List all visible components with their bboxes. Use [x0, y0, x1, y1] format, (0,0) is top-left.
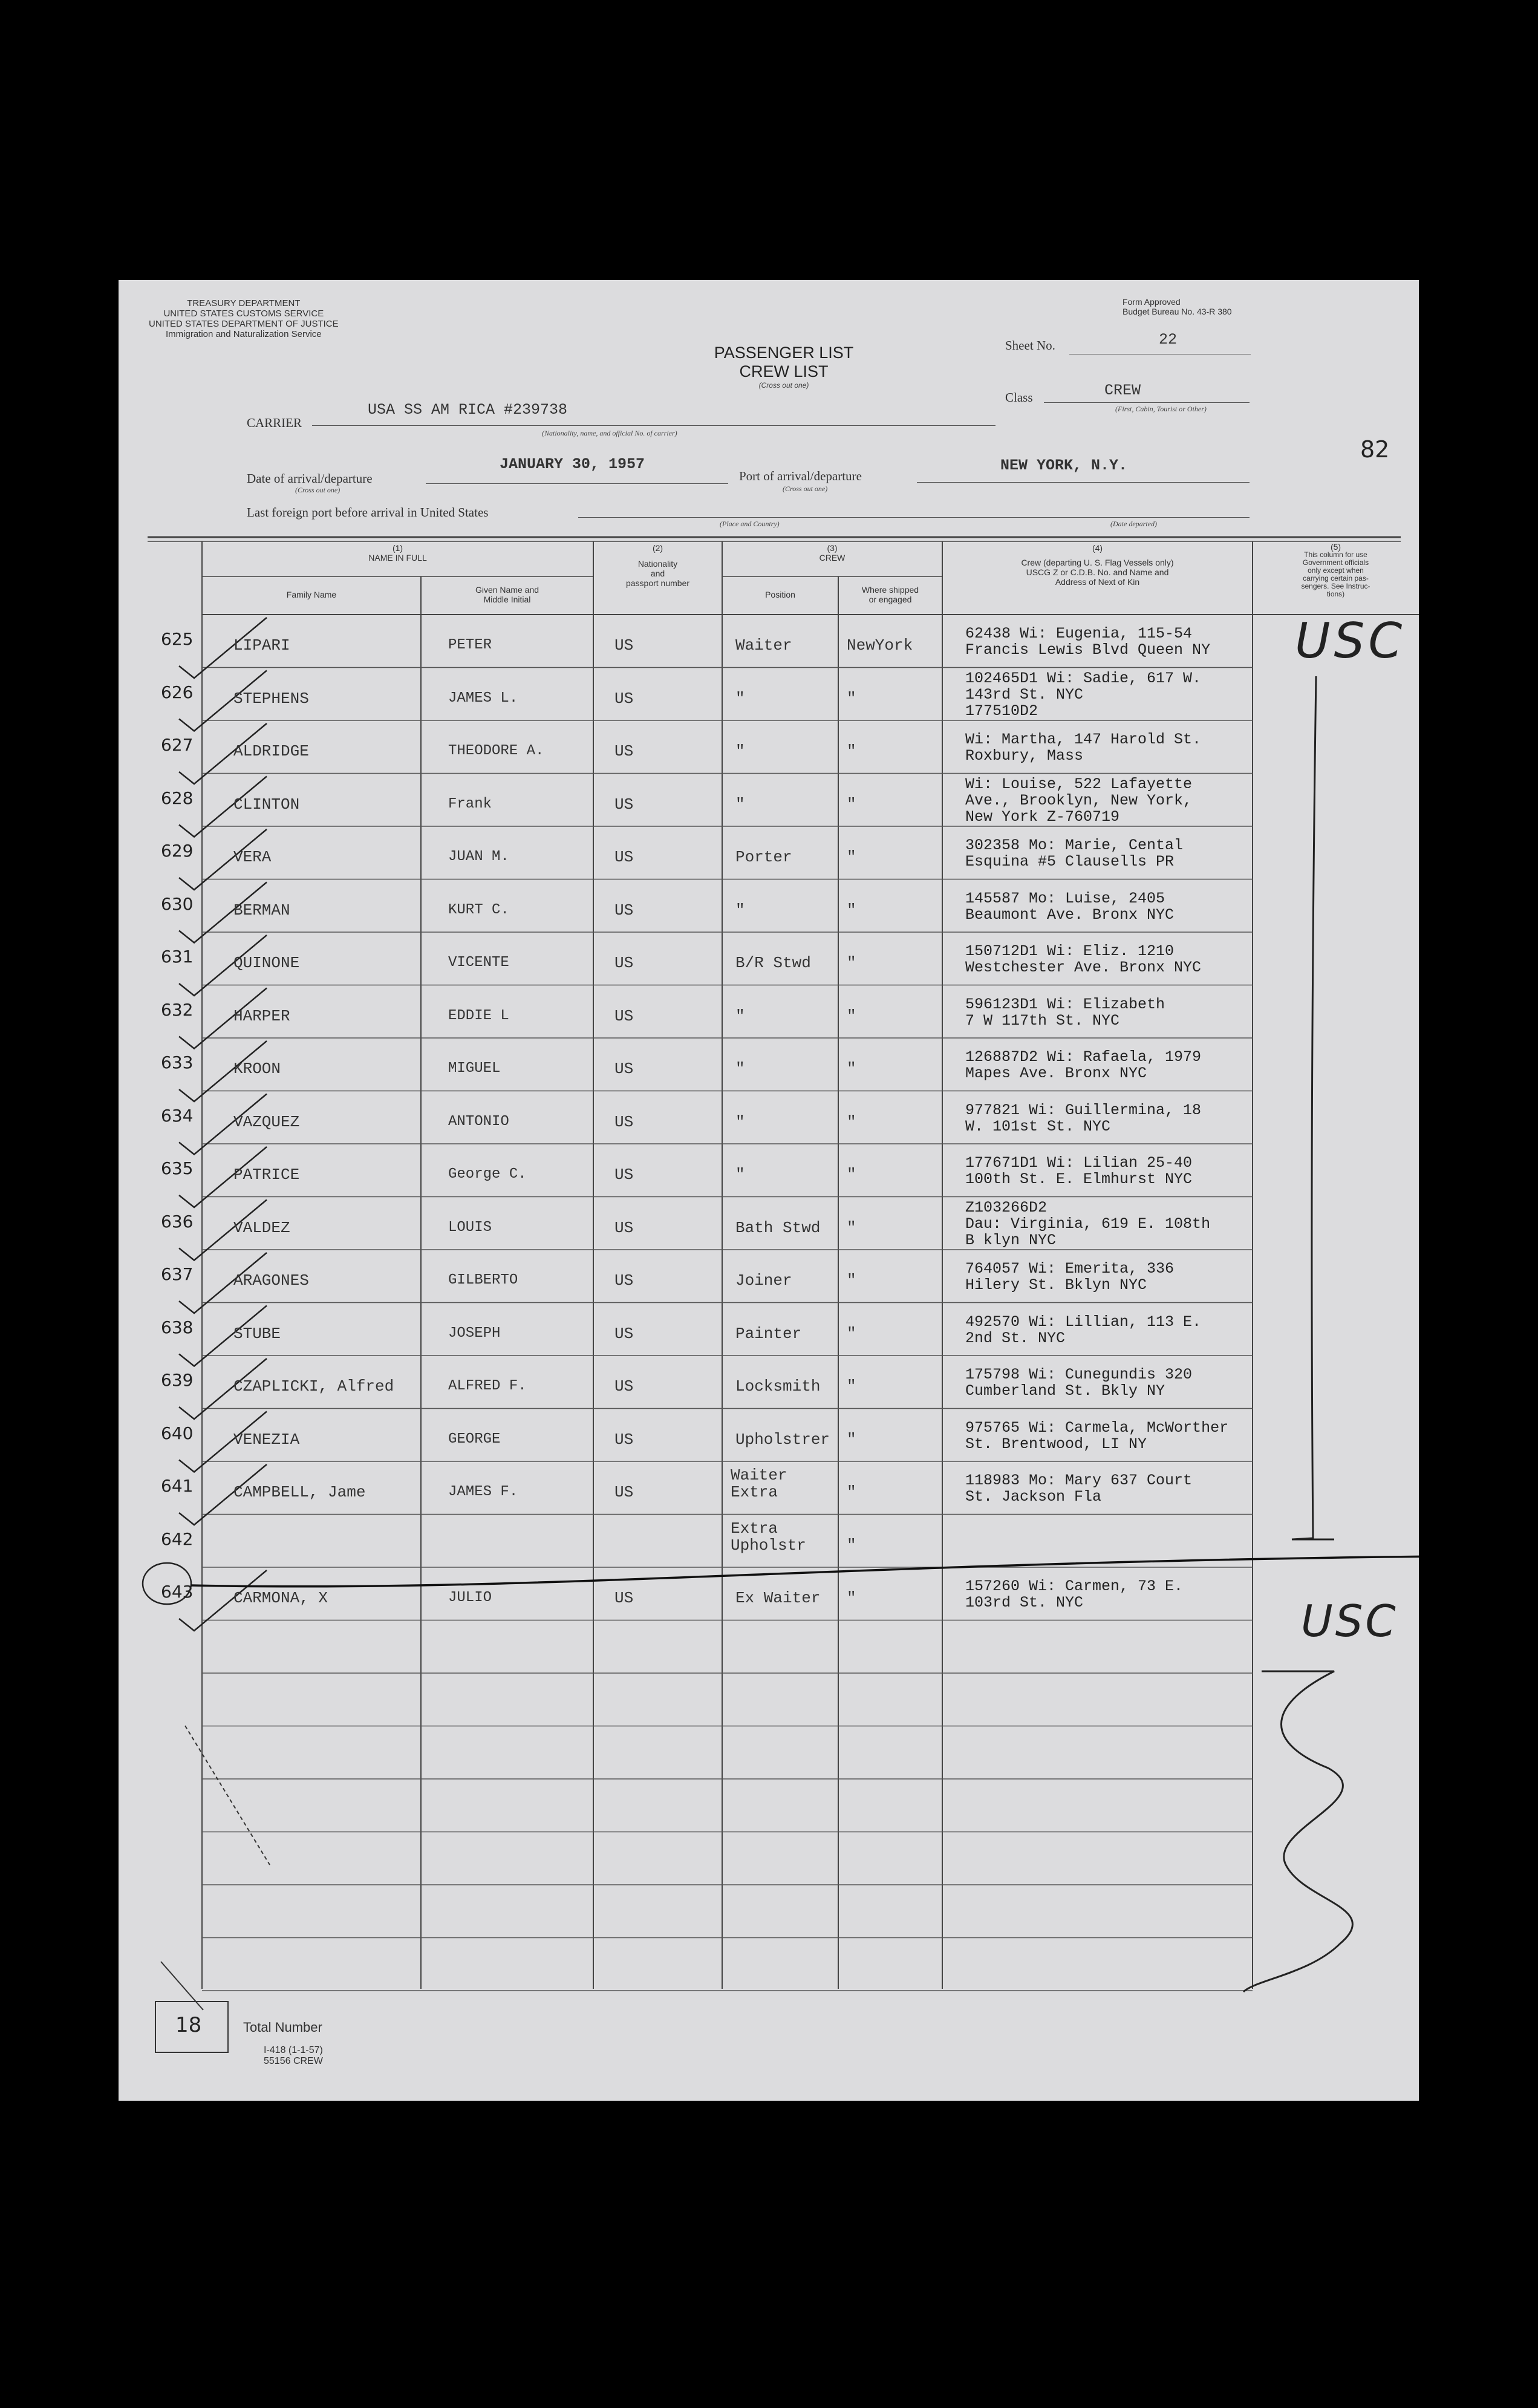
where-shipped: ": [847, 1483, 856, 1501]
where-shipped: ": [847, 1324, 856, 1343]
carrier-label: CARRIER: [247, 416, 302, 430]
row-number: 626: [161, 682, 194, 702]
header-line: This column for use: [1304, 550, 1367, 559]
where-shipped: ": [847, 689, 856, 708]
header-line: Middle Initial: [483, 595, 531, 604]
family-name: LIPARI: [233, 636, 290, 654]
where-shipped: ": [847, 1536, 856, 1555]
form-number-line: 55156 CREW: [264, 2056, 323, 2066]
row-number: 639: [161, 1370, 194, 1390]
given-header: [421, 585, 593, 604]
next-of-kin-line: 150712D1 Wi: Eliz. 1210: [965, 942, 1175, 960]
next-of-kin-line: 175798 Wi: Cunegundis 320: [965, 1366, 1193, 1383]
crew-list-document: [119, 280, 1419, 2101]
row-number: 628: [161, 788, 194, 808]
place-note: (Place and Country): [720, 520, 780, 528]
position: ": [735, 795, 745, 814]
port-value: NEW YORK, N.Y.: [1000, 457, 1128, 474]
position: ": [735, 689, 745, 708]
next-of-kin-line: 977821 Wi: Guillermina, 18: [965, 1101, 1202, 1119]
page-number: 82: [1360, 436, 1390, 463]
position: Locksmith: [735, 1377, 821, 1395]
where-shipped: ": [847, 901, 856, 919]
row-number: 640: [161, 1423, 194, 1443]
class-note: (First, Cabin, Tourist or Other): [1115, 405, 1207, 413]
family-name: STUBE: [233, 1324, 281, 1343]
where-shipped: NewYork: [847, 636, 913, 654]
position-header: Position: [765, 590, 795, 599]
row-number: 643: [161, 1582, 194, 1602]
nationality: US: [614, 795, 634, 814]
col-number: (4): [1092, 543, 1103, 553]
position-line2: Extra: [731, 1483, 778, 1501]
where-shipped: ": [847, 848, 856, 866]
row-642-strike: [191, 1556, 1419, 1587]
row-number: 634: [161, 1105, 194, 1126]
nationality: US: [614, 1112, 634, 1131]
family-name: QUINONE: [233, 954, 300, 972]
date-label: Date of arrival/departure: [247, 471, 373, 486]
sheet-value: 22: [1159, 331, 1178, 348]
given-name: THEODORE A.: [448, 743, 544, 759]
given-name: KURT C.: [448, 901, 509, 918]
col-number: (5): [1330, 542, 1341, 552]
header-line: passport number: [625, 578, 690, 588]
col-number: (2): [652, 543, 663, 553]
class-label: Class: [1005, 390, 1033, 405]
next-of-kin-line: 596123D1 Wi: Elizabeth: [965, 995, 1165, 1013]
position: B/R Stwd: [735, 954, 811, 972]
row-number: 637: [161, 1264, 194, 1284]
next-of-kin-line: St. Jackson Fla: [965, 1488, 1102, 1506]
next-of-kin-line: Francis Lewis Blvd Queen NY: [965, 641, 1211, 659]
date-value: JANUARY 30, 1957: [500, 455, 645, 473]
form-number: [264, 2045, 323, 2067]
nationality: US: [614, 901, 634, 919]
header-line: tions): [1326, 590, 1345, 598]
col-number: (1): [392, 543, 403, 553]
header-line: carrying certain pas-: [1303, 574, 1369, 582]
header-line: Government officials: [1302, 558, 1369, 567]
col-title: NAME IN FULL: [368, 553, 427, 563]
next-of-kin-line: Wi: Martha, 147 Harold St.: [965, 731, 1202, 748]
position: ": [735, 901, 745, 919]
row-number: 642: [161, 1529, 194, 1549]
nationality: US: [614, 1060, 634, 1078]
header-line: Nationality: [637, 559, 678, 569]
form-approved-line: Form Approved: [1123, 297, 1181, 307]
next-of-kin-line: 177510D2: [965, 702, 1038, 720]
next-of-kin-line: 7 W 117th St. NYC: [965, 1011, 1120, 1029]
col1-header: [202, 543, 593, 563]
given-name: JAMES F.: [448, 1484, 518, 1500]
agency-line: Immigration and Naturalization Service: [166, 329, 322, 339]
given-name: EDDIE L: [448, 1007, 509, 1024]
family-name: KROON: [233, 1060, 281, 1078]
form-number-line: I-418 (1-1-57): [264, 2045, 323, 2055]
next-of-kin-line: 157260 Wi: Carmen, 73 E.: [965, 1578, 1184, 1595]
header-line: USCG Z or C.D.B. No. and Name and: [1026, 567, 1169, 577]
given-name: GEORGE: [448, 1431, 501, 1447]
given-name: JUAN M.: [448, 849, 509, 865]
col4-header: [942, 543, 1253, 587]
position: ": [735, 1060, 745, 1078]
next-of-kin-line: 100th St. E. Elmhurst NYC: [965, 1170, 1193, 1188]
col3-header: [722, 543, 942, 563]
position: ": [735, 1112, 745, 1131]
given-name: Frank: [448, 795, 492, 812]
position: Joiner: [735, 1271, 792, 1290]
row-number: 632: [161, 999, 194, 1020]
family-name: CZAPLICKI, Alfred: [233, 1377, 394, 1395]
nationality: US: [614, 1430, 634, 1449]
nationality: US: [614, 954, 634, 972]
agency-line: TREASURY DEPARTMENT: [187, 298, 301, 308]
next-of-kin-line: Westchester Ave. Bronx NYC: [965, 959, 1202, 976]
title-line: PASSENGER LIST: [714, 344, 854, 362]
agency-line: UNITED STATES DEPARTMENT OF JUSTICE: [149, 319, 339, 329]
next-of-kin-line: St. Brentwood, LI NY: [965, 1435, 1147, 1453]
class-value: CREW: [1104, 382, 1141, 399]
row-number: 627: [161, 735, 194, 755]
title-line: CREW LIST: [739, 362, 829, 380]
family-name: VALDEZ: [233, 1218, 290, 1237]
position: ": [735, 1007, 745, 1025]
header-line: and: [650, 569, 665, 578]
header-line: Where shipped: [861, 585, 919, 595]
next-of-kin-line: 2nd St. NYC: [965, 1329, 1066, 1347]
family-name: VENEZIA: [233, 1430, 300, 1449]
row-number: 636: [161, 1211, 194, 1232]
where-shipped: ": [847, 1377, 856, 1395]
row-number: 631: [161, 947, 194, 967]
family-name: ALDRIDGE: [233, 742, 309, 760]
strikeout-squiggle: [1243, 1671, 1352, 1992]
nationality: US: [614, 1166, 634, 1184]
row-number: 625: [161, 629, 194, 649]
next-of-kin-line: 302358 Mo: Marie, Cental: [965, 837, 1184, 854]
given-name: ANTONIO: [448, 1113, 509, 1130]
total-box: [155, 2001, 229, 2053]
header-line: Crew (departing U. S. Flag Vessels only): [1021, 558, 1174, 567]
next-of-kin-line: Roxbury, Mass: [965, 747, 1084, 765]
nationality: US: [614, 848, 634, 866]
row-number: 638: [161, 1317, 194, 1337]
row-number: 630: [161, 893, 194, 914]
next-of-kin-line: 975765 Wi: Carmela, McWorther: [965, 1418, 1229, 1437]
where-shipped: ": [847, 1430, 856, 1449]
header-line: sengers. See Instruc-: [1301, 582, 1370, 590]
departed-note: (Date departed): [1110, 520, 1157, 528]
position: Waiter: [735, 636, 792, 654]
nationality: US: [614, 636, 634, 654]
col2-header: [593, 543, 722, 588]
form-approved-line: Budget Bureau No. 43-R 380: [1123, 307, 1232, 316]
family-name: CAMPBELL, Jame: [233, 1483, 366, 1501]
next-of-kin-line: 492570 Wi: Lillian, 113 E.: [965, 1313, 1202, 1331]
family-name: CARMONA, X: [233, 1589, 328, 1607]
next-of-kin-line: 103rd St. NYC: [965, 1594, 1084, 1611]
given-name: JOSEPH: [448, 1325, 501, 1342]
family-name: BERMAN: [233, 901, 290, 919]
usc-annotation: USC: [1295, 613, 1406, 669]
where-shipped: ": [847, 742, 856, 760]
given-name: PETER: [448, 637, 492, 653]
nationality: US: [614, 1007, 634, 1025]
position: Bath Stwd: [735, 1218, 821, 1237]
next-of-kin-line: Hilery St. Bklyn NYC: [965, 1276, 1147, 1294]
given-name: JULIO: [448, 1590, 492, 1606]
usc-bracket-line: [1292, 676, 1334, 1539]
nationality: US: [614, 742, 634, 760]
next-of-kin-line: Esquina #5 Clausells PR: [965, 853, 1175, 870]
family-name: CLINTON: [233, 795, 300, 814]
header-line: Address of Next of Kin: [1055, 577, 1140, 587]
position-line2: Upholstr: [731, 1536, 806, 1555]
position: ": [735, 742, 745, 760]
header-line: or engaged: [868, 595, 912, 604]
next-of-kin-line: New York Z-760719: [965, 808, 1120, 826]
nationality: US: [614, 1218, 634, 1237]
nationality: US: [614, 1271, 634, 1290]
where-shipped: ": [847, 1589, 856, 1607]
position: Porter: [735, 848, 792, 866]
where-shipped: ": [847, 1271, 856, 1290]
family-name: PATRICE: [233, 1166, 300, 1184]
family-name: HARPER: [233, 1007, 290, 1025]
nationality: US: [614, 1324, 634, 1343]
nationality: US: [614, 689, 634, 708]
given-name: MIGUEL: [448, 1060, 501, 1077]
position: Extra: [731, 1519, 778, 1538]
family-name: VAZQUEZ: [233, 1112, 300, 1131]
date-note: (Cross out one): [295, 486, 341, 494]
nationality: US: [614, 1377, 634, 1395]
carrier-value: USA SS AM RICA #239738: [368, 401, 568, 419]
next-of-kin-line: Wi: Louise, 522 Lafayette: [965, 775, 1193, 793]
next-of-kin-line: B klyn NYC: [965, 1231, 1057, 1249]
where-shipped: ": [847, 954, 856, 972]
position: Painter: [735, 1324, 802, 1343]
total-value: 18: [175, 2013, 202, 2037]
row-number: 629: [161, 841, 194, 861]
row-number: 641: [161, 1476, 194, 1496]
next-of-kin-line: 118983 Mo: Mary 637 Court: [965, 1472, 1193, 1489]
next-of-kin-line: Beaumont Ave. Bronx NYC: [965, 905, 1175, 924]
where-shipped: ": [847, 1060, 856, 1078]
sheet-label: Sheet No.: [1005, 338, 1055, 353]
col5-header: [1253, 543, 1419, 598]
position: Ex Waiter: [735, 1589, 821, 1607]
family-name: VERA: [233, 848, 272, 866]
port-label: Port of arrival/departure: [739, 469, 862, 483]
position: Waiter: [731, 1466, 787, 1484]
margin-slash: [185, 1726, 270, 1865]
next-of-kin-line: 102465D1 Wi: Sadie, 617 W.: [965, 669, 1202, 687]
next-of-kin-line: 764057 Wi: Emerita, 336: [965, 1260, 1175, 1277]
family-name: STEPHENS: [233, 689, 309, 708]
given-name: GILBERTO: [448, 1272, 518, 1288]
last-port-label: Last foreign port before arrival in United States: [247, 505, 489, 520]
where-shipped: ": [847, 1007, 856, 1025]
next-of-kin-line: 143rd St. NYC: [965, 685, 1084, 703]
agency-line: UNITED STATES CUSTOMS SERVICE: [163, 308, 324, 319]
position: Upholstrer: [735, 1430, 830, 1449]
nationality: US: [614, 1483, 634, 1501]
port-note: (Cross out one): [783, 485, 828, 493]
nationality: US: [614, 1589, 634, 1607]
where-shipped: ": [847, 795, 856, 814]
total-label: Total Number: [243, 2020, 322, 2035]
given-name: ALFRED F.: [448, 1378, 527, 1394]
col-title: CREW: [819, 553, 846, 563]
where-shipped: ": [847, 1112, 856, 1131]
next-of-kin-line: Z103266D2: [965, 1198, 1048, 1216]
given-name: LOUIS: [448, 1219, 492, 1236]
carrier-note: (Nationality, name, and official No. of carrier): [542, 429, 677, 437]
header-line: Given Name and: [475, 585, 539, 595]
shipped-header: [838, 585, 942, 604]
given-name: JAMES L.: [448, 690, 518, 706]
row-number: 635: [161, 1158, 194, 1178]
next-of-kin-line: 62438 Wi: Eugenia, 115-54: [965, 625, 1193, 642]
next-of-kin-line: Cumberland St. Bkly NY: [965, 1382, 1165, 1400]
given-name: VICENTE: [448, 954, 509, 971]
row-number: 633: [161, 1052, 194, 1072]
family-header: Family Name: [286, 590, 337, 599]
col-number: (3): [827, 543, 838, 553]
where-shipped: ": [847, 1166, 856, 1184]
next-of-kin-line: Mapes Ave. Bronx NYC: [965, 1065, 1147, 1082]
next-of-kin-line: W. 101st St. NYC: [965, 1117, 1111, 1135]
next-of-kin-line: 126887D2 Wi: Rafaela, 1979: [965, 1048, 1202, 1066]
next-of-kin-line: 177671D1 Wi: Lilian 25-40: [965, 1154, 1193, 1172]
title-note: (Cross out one): [758, 381, 809, 390]
next-of-kin-line: 145587 Mo: Luise, 2405: [965, 889, 1165, 907]
where-shipped: ": [847, 1218, 856, 1237]
family-name: ARAGONES: [233, 1271, 309, 1290]
position: ": [735, 1166, 745, 1184]
next-of-kin-line: Dau: Virginia, 619 E. 108th: [965, 1215, 1211, 1233]
header-line: only except when: [1308, 566, 1364, 575]
given-name: George C.: [448, 1166, 527, 1183]
usc-annotation: USC: [1301, 1596, 1398, 1646]
next-of-kin-line: Ave., Brooklyn, New York,: [965, 791, 1193, 809]
